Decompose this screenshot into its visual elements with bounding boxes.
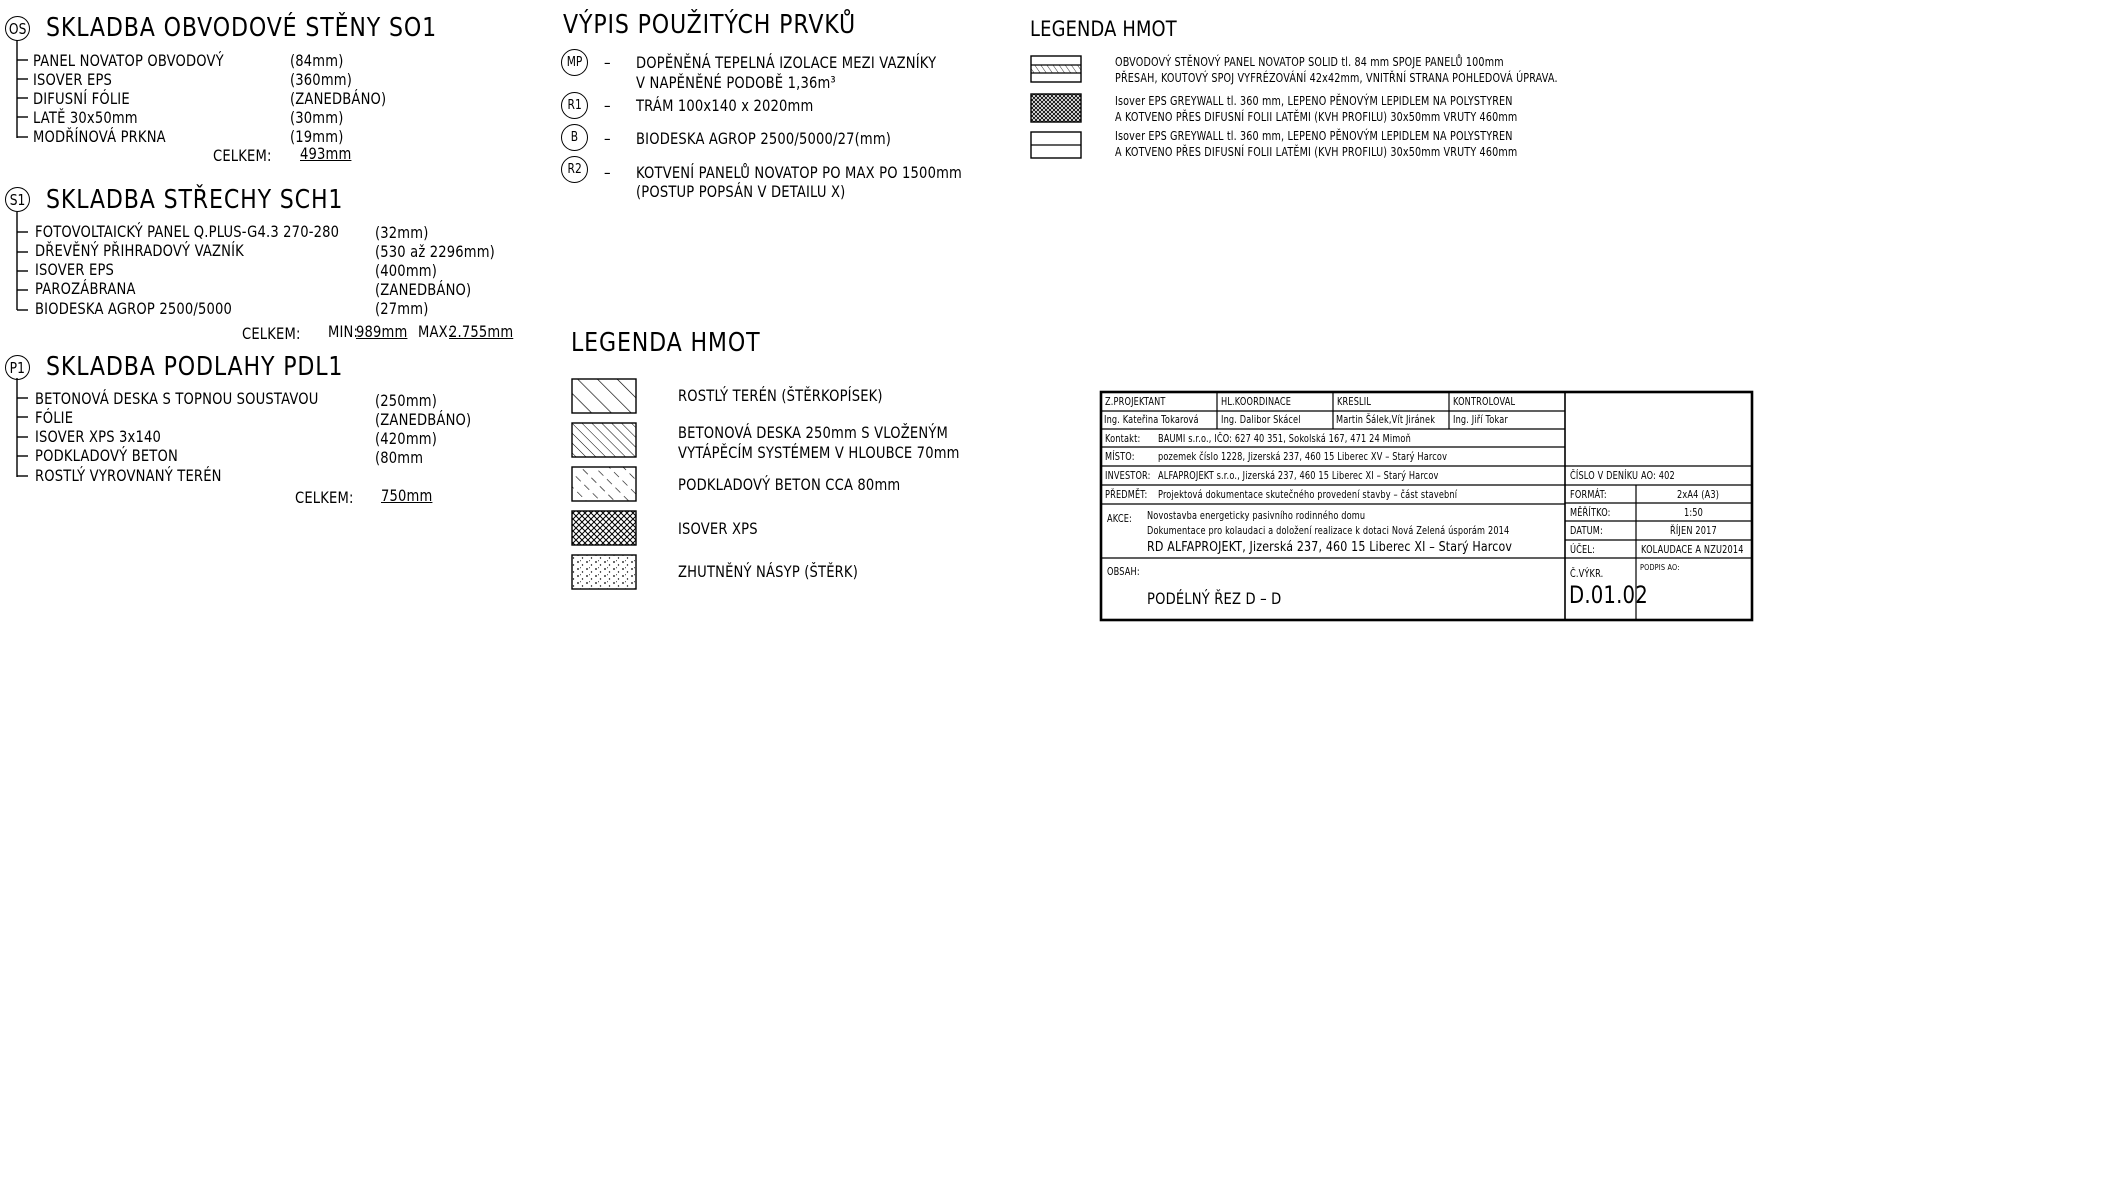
os-item-value: (30mm) [290, 108, 344, 127]
tb-head-kontroloval: KONTROLOVAL [1453, 396, 1516, 408]
tb-head-koordinace: HL.KOORDINACE [1221, 396, 1292, 408]
os-bracket [17, 40, 28, 138]
os-title: SKLADBA OBVODOVÉ STĚNY SO1 [46, 13, 438, 43]
vypis-dash: – [604, 129, 611, 148]
s1-item-value: (400mm) [375, 261, 437, 280]
p1-item-value: (80mm [375, 448, 424, 467]
tb-obsah-label: OBSAH: [1107, 566, 1140, 578]
tb-obsah: PODÉLNÝ ŘEZ D – D [1147, 589, 1282, 608]
legend-mid-item-line1: ISOVER XPS [678, 519, 758, 538]
vypis-item-line1: TRÁM 100x140 x 2020mm [636, 96, 814, 115]
vypis-item-line2: V NAPĚNĚNÉ PODOBĚ 1,36m³ [636, 73, 836, 92]
vypis-tag-circle: R2 [561, 156, 588, 183]
os-total-label: CELKEM: [213, 146, 272, 165]
vypis-item-line1: BIODESKA AGROP 2500/5000/27(mm) [636, 129, 892, 148]
tb-kontakt-label: Kontakt: [1105, 433, 1141, 445]
vypis-tag-circle: B [561, 124, 588, 151]
legend-mid-item-line2: VYTÁPĚCÍM SYSTÉMEM V HLOUBCE 70mm [678, 443, 960, 462]
s1-title: SKLADBA STŘECHY SCH1 [46, 185, 344, 215]
os-item-name: DIFUSNÍ FÓLIE [33, 89, 130, 108]
vypis-dash: – [604, 53, 611, 72]
tb-head-projektant: Z.PROJEKTANT [1105, 396, 1166, 408]
os-item-name: ISOVER EPS [33, 70, 113, 89]
os-item-value: (ZANEDBÁNO) [290, 89, 387, 108]
legend-top-item-line2: A KOTVENO PŘES DIFUSNÍ FOLII LATĚMI (KVH PROFILU) 30x50mm VRUTY 460mm [1115, 145, 1518, 159]
tb-kontakt: BAUMI s.r.o., IČO: 627 40 351, Sokolská 167, 471 24 Mimoň [1158, 433, 1411, 445]
tb-datum: ŘÍJEN 2017 [1670, 525, 1717, 537]
tb-meritko: 1:50 [1684, 507, 1704, 519]
tb-predmet-label: PŘEDMĚT: [1105, 489, 1148, 501]
os-item-name: MODŘÍNOVÁ PRKNA [33, 127, 166, 146]
p1-item-name: ROSTLÝ VYROVNANÝ TERÉN [35, 466, 222, 485]
p1-bracket [17, 378, 28, 477]
tb-misto-label: MÍSTO: [1105, 451, 1135, 463]
os-item-value: (19mm) [290, 127, 344, 146]
s1-item-name: PAROZÁBRANA [35, 279, 136, 298]
s1-min-label: MIN: [328, 322, 359, 341]
vypis-dash: – [604, 96, 611, 115]
legend-top-item-line1: OBVODOVÝ STĚNOVÝ PANEL NOVATOP SOLID tl. 84 mm SPOJE PANELŮ 100mm [1115, 55, 1504, 69]
s1-item-name: DŘEVĚNÝ PŘIHRADOVÝ VAZNÍK [35, 241, 244, 260]
s1-min-value: 989mm [356, 322, 408, 341]
legend-mid-swatch-fine-hatch [572, 423, 636, 457]
tb-meritko-label: MĚŘÍTKO: [1570, 507, 1611, 519]
p1-total-value: 750mm [381, 486, 433, 505]
legend-top-item-line1: Isover EPS GREYWALL tl. 360 mm, LEPENO PĚNOVÝM LEPIDLEM NA POLYSTYREN [1115, 94, 1513, 108]
tb-investor-label: INVESTOR: [1105, 470, 1151, 482]
legend-mid-swatch-wide-hatch [572, 379, 636, 413]
legend-top-swatch-plain-band [1031, 132, 1081, 158]
p1-item-value: (250mm) [375, 391, 437, 410]
vypis-item-line1: KOTVENÍ PANELŮ NOVATOP PO MAX PO 1500mm [636, 163, 962, 182]
os-tag-circle: OS [5, 16, 30, 41]
legend-mid-item-line1: ZHUTNĚNÝ NÁSYP (ŠTĚRK) [678, 562, 858, 581]
s1-item-name: ISOVER EPS [35, 260, 115, 279]
tb-podpis-label: PODPIS AO: [1640, 563, 1680, 572]
legend-mid-swatch-dashed-hatch [572, 467, 636, 501]
tb-misto: pozemek číslo 1228, Jizerská 237, 460 15 Liberec XV – Starý Harcov [1158, 451, 1448, 463]
s1-max-label: MAX: [418, 322, 453, 341]
s1-bracket [17, 212, 28, 310]
tb-cvykr: D.01.02 [1569, 581, 1648, 609]
legend-mid-item-line1: ROSTLÝ TERÉN (ŠTĚRKOPÍSEK) [678, 386, 883, 405]
legend-top-swatch-double-hatch [1031, 56, 1081, 82]
vypis-tag-circle: R1 [561, 92, 588, 119]
tb-investor: ALFAPROJEKT s.r.o., Jizerská 237, 460 15 Liberec XI – Starý Harcov [1158, 470, 1439, 482]
legend-top-item-line2: PŘESAH, KOUTOVÝ SPOJ VYFRÉZOVÁNÍ 42x42mm, VNITŘNÍ STRANA POHLEDOVÁ ÚPRAVA. [1115, 71, 1558, 85]
s1-item-name: FOTOVOLTAICKÝ PANEL Q.PLUS-G4.3 270-280 [35, 222, 340, 241]
p1-total-label: CELKEM: [295, 488, 354, 507]
tb-akce-line3: RD ALFAPROJEKT, Jizerská 237, 460 15 Liberec XI – Starý Harcov [1147, 539, 1513, 555]
tb-name-koordinace: Ing. Dalibor Skácel [1221, 414, 1301, 426]
s1-item-value: (530 až 2296mm) [375, 242, 495, 261]
legend-mid-title: LEGENDA HMOT [571, 328, 761, 358]
tb-datum-label: DATUM: [1570, 525, 1603, 537]
vypis-item-line1: DOPĚNĚNÁ TEPELNÁ IZOLACE MEZI VAZNÍKY [636, 53, 937, 72]
vypis-title: VÝPIS POUŽITÝCH PRVKŮ [563, 10, 857, 40]
legend-top-item-line2: A KOTVENO PŘES DIFUSNÍ FOLII LATĚMI (KVH PROFILU) 30x50mm VRUTY 460mm [1115, 110, 1518, 124]
p1-item-value: (ZANEDBÁNO) [375, 410, 472, 429]
vypis-item-line2: (POSTUP POPSÁN V DETAILU X) [636, 182, 846, 201]
os-total-value: 493mm [300, 144, 352, 163]
s1-item-value: (ZANEDBÁNO) [375, 280, 472, 299]
p1-title: SKLADBA PODLAHY PDL1 [46, 352, 344, 382]
s1-max-value: 2.755mm [449, 322, 514, 341]
p1-item-name: FÓLIE [35, 408, 74, 427]
os-item-value: (360mm) [290, 70, 352, 89]
p1-item-name: BETONOVÁ DESKA S TOPNOU SOUSTAVOU [35, 389, 319, 408]
s1-total-label: CELKEM: [242, 324, 301, 343]
p1-item-name: PODKLADOVÝ BETON [35, 446, 178, 465]
s1-item-name: BIODESKA AGROP 2500/5000 [35, 299, 233, 318]
tb-akce-line2: Dokumentace pro kolaudaci a doložení realizace k dotaci Nová Zelená úsporám 2014 [1147, 525, 1510, 537]
vypis-tag-circle: MP [561, 49, 588, 76]
legend-mid-item-line1: BETONOVÁ DESKA 250mm S VLOŽENÝM [678, 423, 948, 442]
p1-tag-circle: P1 [5, 355, 30, 380]
s1-tag-circle: S1 [5, 187, 30, 212]
legend-top-title: LEGENDA HMOT [1030, 17, 1177, 41]
legend-mid-item-line1: PODKLADOVÝ BETON CCA 80mm [678, 475, 901, 494]
legend-mid-swatch-dots [572, 555, 636, 589]
tb-format: 2xA4 (A3) [1677, 489, 1720, 501]
tb-akce-label: AKCE: [1107, 513, 1132, 525]
tb-name-projektant: Ing. Kateřina Tokarová [1104, 414, 1199, 426]
p1-item-name: ISOVER XPS 3x140 [35, 427, 162, 446]
p1-item-value: (420mm) [375, 429, 437, 448]
tb-akce-line1: Novostavba energeticky pasivního rodinného domu [1147, 510, 1366, 522]
s1-item-value: (27mm) [375, 299, 429, 318]
s1-item-value: (32mm) [375, 223, 429, 242]
tb-head-kreslil: KRESLIL [1337, 396, 1372, 408]
legend-top-item-line1: Isover EPS GREYWALL tl. 360 mm, LEPENO PĚNOVÝM LEPIDLEM NA POLYSTYREN [1115, 129, 1513, 143]
legend-top-swatch-dense-crosshatch [1031, 94, 1081, 122]
tb-ucel-label: ÚČEL: [1570, 544, 1595, 556]
tb-cvykr-label: Č.VÝKR. [1570, 568, 1604, 580]
tb-ucel: KOLAUDACE A NZU2014 [1641, 544, 1744, 556]
title-block-grid [1101, 392, 1752, 620]
os-item-value: (84mm) [290, 51, 344, 70]
os-item-name: PANEL NOVATOP OBVODOVÝ [33, 51, 224, 70]
tb-cislo-deniku: ČÍSLO V DENÍKU AO: 402 [1570, 470, 1675, 482]
tb-name-kreslil: Martin Šálek,Vít Jiránek [1336, 414, 1436, 426]
tb-format-label: FORMÁT: [1570, 489, 1607, 501]
os-item-name: LATĚ 30x50mm [33, 108, 138, 127]
tb-predmet: Projektová dokumentace skutečného provedení stavby – část stavební [1158, 489, 1458, 501]
legend-mid-swatch-crosshatch [572, 511, 636, 545]
vypis-dash: – [604, 163, 611, 182]
tb-name-kontroloval: Ing. Jiří Tokar [1453, 414, 1508, 426]
